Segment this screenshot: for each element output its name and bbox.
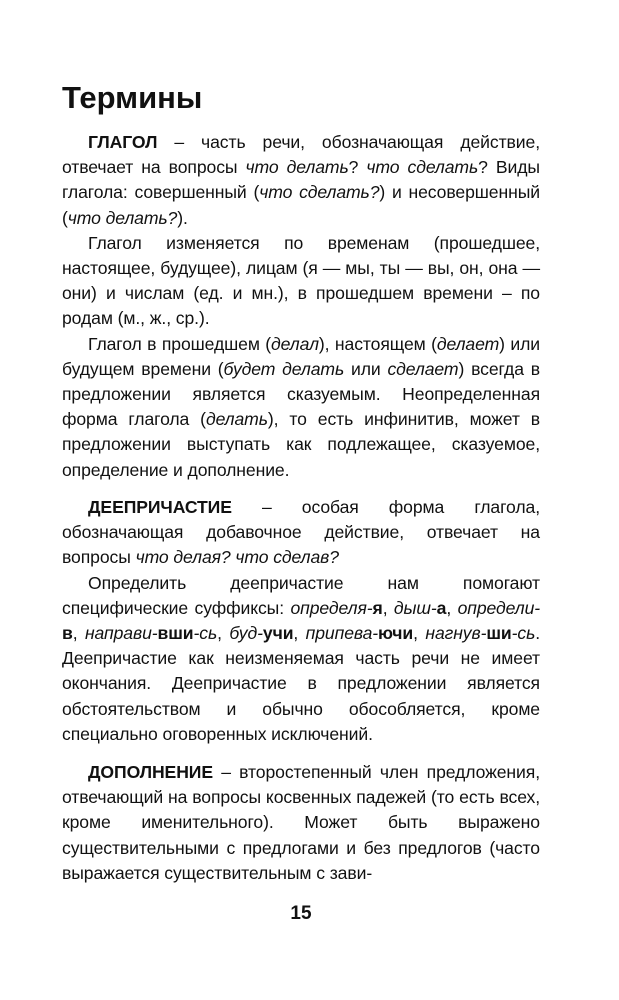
suffix: ши: [486, 623, 512, 644]
paragraph: ДОПОЛНЕНИЕ – второстепенный член предложения, отвечающий на вопросы косвенных падежей (то есть всех, кроме именительного). Может быть выражено существительными с предлогами и без предлогов (часто выражается существительным с зави-: [62, 762, 540, 883]
section-dopolnenie: [62, 760, 540, 886]
paragraph: Глагол изменяется по временам (прошедшее, настоящее, будущее), лицам (я — мы, ты — вы, он, она — они) и числам (ед. и мн.), в прошедшем времени – по родам (м., ж., ср.).: [62, 232, 540, 329]
suffix: я: [372, 597, 383, 618]
page-number: 15: [290, 903, 312, 924]
suffix: в: [62, 623, 73, 644]
term-glagol: ГЛАГОЛ: [88, 132, 158, 152]
book-page: [62, 0, 540, 1000]
term-deeprichastie: ДЕЕПРИЧАСТИЕ: [88, 497, 232, 517]
suffix: ючи: [378, 623, 414, 644]
section-deeprichastie: [62, 495, 540, 747]
suffix: а: [436, 597, 447, 618]
page-title: Термины: [62, 80, 203, 115]
paragraph: ДЕЕПРИЧАСТИЕ – особая форма глагола, обозначающая добавочное действие, отвечает на вопросы что делая? что сделав?: [62, 497, 540, 568]
paragraph: ГЛАГОЛ – часть речи, обозначающая действие, отвечает на вопросы что делать? что сделать? Виды глагола: совершенный (что сделать?) и несовершенный (что делать?).: [62, 132, 540, 228]
paragraph: Определить деепричастие нам помогают специфические суффиксы: определя-я, дыш-а, определи-в, направи-вши-сь, буд-учи, припева-ючи, нагнув-ши-сь. Деепричастие как неизменяемая часть речи не имеет окончания. Деепричастие в предложении является обстоятельством и обычно обособляется, кроме специально оговоренных исключений.: [62, 572, 541, 744]
suffix: вши: [157, 623, 194, 644]
term-dopolnenie: ДОПОЛНЕНИЕ: [88, 762, 213, 782]
paragraph: Глагол в прошедшем (делал), настоящем (делает) или будущем времени (будет делать или сделает) всегда в предложении является сказуемым. Неопределенная форма глагола (делать), то есть инфинитив, может в предложении выступать как подлежащее, сказуемое, определение и дополнение.: [62, 333, 541, 480]
section-glagol: [62, 130, 540, 483]
suffix: учи: [262, 623, 294, 644]
